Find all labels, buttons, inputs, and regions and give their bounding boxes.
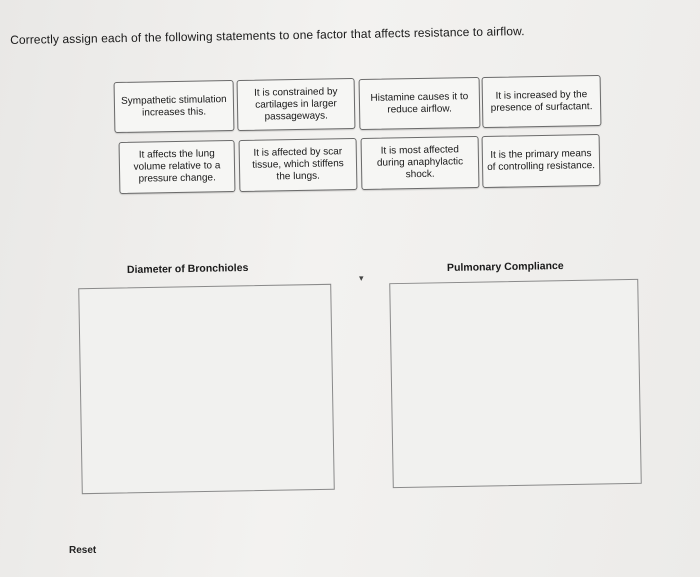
instructions-text: Correctly assign each of the following statements to one factor that affects resistance to airflow. <box>10 24 525 47</box>
statement-card-lung-volume[interactable] <box>119 140 236 194</box>
statement-text: It is the primary means of controlling resistance. <box>487 148 596 173</box>
category-label-diameter: Diameter of Bronchioles <box>126 261 249 277</box>
statement-card-sympathetic[interactable] <box>114 80 235 133</box>
statement-text: It affects the lung volume relative to a pressure change. <box>133 148 221 185</box>
dropzone-diameter-of-bronchioles[interactable] <box>78 284 335 494</box>
cursor-caret-icon: ▾ <box>359 273 364 283</box>
category-label-compliance: Pulmonary Compliance <box>446 259 564 275</box>
dropzone-pulmonary-compliance[interactable] <box>389 279 642 488</box>
statement-card-surfactant[interactable] <box>482 75 602 128</box>
statement-text: Sympathetic stimulation increases this. <box>120 93 227 119</box>
statement-text: It is increased by the presence of surfactant. <box>490 88 593 114</box>
statement-card-anaphylactic[interactable] <box>361 136 480 190</box>
statement-text: Histamine causes it to reduce airflow. <box>370 90 469 116</box>
reset-button[interactable]: Reset <box>69 545 97 556</box>
statement-card-scar-tissue[interactable] <box>239 138 358 192</box>
statement-text: It is most affected during anaphylactic shock. <box>376 144 464 181</box>
statement-text: It is constrained by cartilages in larger passageways. <box>254 85 338 123</box>
statement-card-cartilages[interactable] <box>237 78 356 131</box>
statement-card-primary-means[interactable] <box>482 134 601 188</box>
statement-card-histamine[interactable] <box>359 77 481 130</box>
statement-text: It is affected by scar tissue, which stiffens the lungs. <box>252 146 344 183</box>
